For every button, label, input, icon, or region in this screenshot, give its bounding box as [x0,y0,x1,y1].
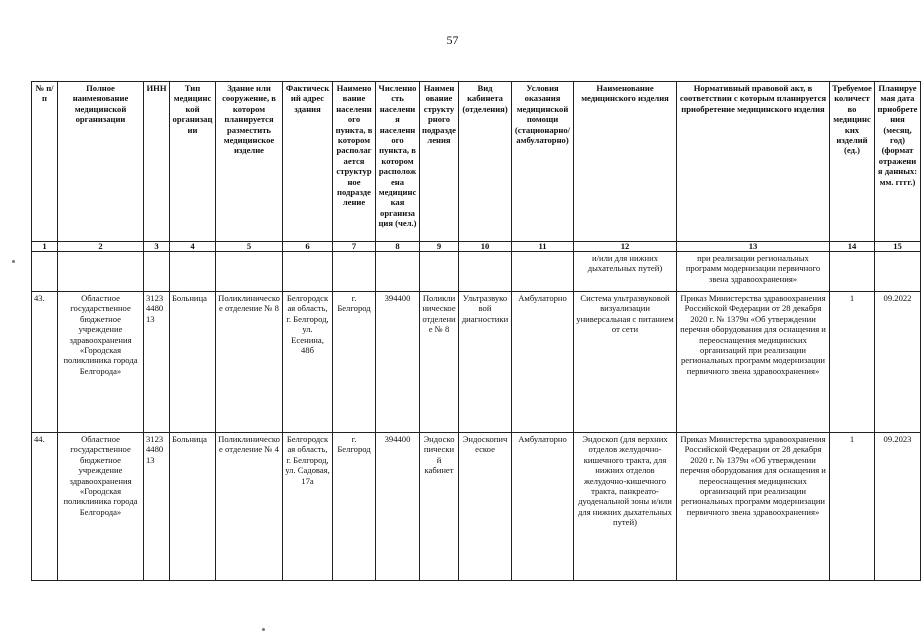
column-number: 11 [512,242,574,252]
header-cell: Тип медицинской организации [170,82,216,242]
header-cell: Наименование структурного подразделения [420,82,459,242]
header-cell: ИНН [144,82,170,242]
building-cell: Поликлиническое отделение № 4 [216,433,283,581]
planned-date-cell: 09.2022 [875,292,921,433]
quantity-cell: 1 [830,433,875,581]
cabinet-cell: Ультразвуковой диагностики [459,292,512,433]
address-cell: Белгородская область, г. Белгород, ул. Есенина, 48б [283,292,333,433]
cabinet-cell: Эндоскопическое [459,433,512,581]
org-type-cell: Больница [170,292,216,433]
scan-speck [12,260,15,263]
column-number: 6 [283,242,333,252]
settlement-cell: г. Белгород [333,433,376,581]
normative-act-cell: при реализации региональных программ модернизации первичного звена здравоохранения» [677,252,830,292]
page-number: 57 [446,33,459,47]
conditions-cell: Амбулаторно [512,292,574,433]
header-cell: Условия оказания медицинской помощи (стационарно/амбулаторно) [512,82,574,242]
address-cell: Белгородская область, г. Белгород, ул. Садовая, 17а [283,433,333,581]
settlement-cell: г. Белгород [333,292,376,433]
header-cell: Полное наименование медицинской организации [58,82,144,242]
quantity-cell: 1 [830,292,875,433]
header-cell: Здание или сооружение, в котором планируется разместить медицинское изделие [216,82,283,242]
table-row [32,292,921,433]
inn-cell: 3123448013 [144,292,170,433]
column-number: 13 [677,242,830,252]
column-number: 5 [216,242,283,252]
header-cell: Требуемое количество медицинских изделий (ед.) [830,82,875,242]
conditions-cell: Амбулаторно [512,433,574,581]
medical-equipment-table [31,81,921,581]
column-number: 14 [830,242,875,252]
row-number-cell: 43. [32,292,58,433]
column-number: 9 [420,242,459,252]
column-number: 2 [58,242,144,252]
device-name-cell: Эндоскоп (для верхних отделов желудочно-кишечного тракта, для нижних отделов желудочно-кишечного тракта, панкреато-дуоденальной зоны и/или для нижних дыхательных путей) [574,433,677,581]
planned-date-cell: 09.2023 [875,433,921,581]
normative-act-cell: Приказ Министерства здравоохранения Российской Федерации от 28 декабря 2020 г. № 1379н «Об утверждении перечня оборудования для оснащения и переоснащения медицинских организаций при реализации региональных программ модернизации первичного звена здравоохранения» [677,292,830,433]
header-row [32,82,921,242]
column-number: 7 [333,242,376,252]
column-number: 15 [875,242,921,252]
header-cell: № п/п [32,82,58,242]
organization-cell: Областное государственное бюджетное учреждение здравоохранения «Городская поликлиника города Белгорода» [58,292,144,433]
scan-speck [262,628,265,631]
header-cell: Планируемая дата приобретения (месяц, год) (формат отражения данных: мм. гггг.) [875,82,921,242]
building-cell: Поликлиническое отделение № 8 [216,292,283,433]
header-cell: Вид кабинета (отделения) [459,82,512,242]
inn-cell: 3123448013 [144,433,170,581]
continuation-row [32,252,921,292]
column-number: 8 [376,242,420,252]
column-number: 4 [170,242,216,252]
table-row [32,433,921,581]
header-cell: Нормативный правовой акт, в соответствии с которым планируется приобретение медицинского изделия [677,82,830,242]
column-number: 3 [144,242,170,252]
column-number: 1 [32,242,58,252]
device-name-cell: Система ультразвуковой визуализации универсальная с питанием от сети [574,292,677,433]
header-cell: Наименование медицинского изделия [574,82,677,242]
unit-cell: Эндоскопический кабинет [420,433,459,581]
normative-act-cell: Приказ Министерства здравоохранения Российской Федерации от 28 декабря 2020 г. № 1379н «Об утверждении перечня оборудования для оснащения и переоснащения медицинских организаций при реализации региональных программ модернизации первичного звена здравоохранения» [677,433,830,581]
unit-cell: Поликлиническое отделение № 8 [420,292,459,433]
organization-cell: Областное государственное бюджетное учреждение здравоохранения «Городская поликлиника города Белгорода» [58,433,144,581]
header-cell: Наименование населенного пункта, в котором располагается структурное подразделение [333,82,376,242]
column-number: 12 [574,242,677,252]
column-number-row [32,242,921,252]
org-type-cell: Больница [170,433,216,581]
device-name-cell: и/или для нижних дыхательных путей) [574,252,677,292]
header-cell: Численность населения населенного пункта, в котором расположена медицинская организация (чел.) [376,82,420,242]
row-number-cell: 44. [32,433,58,581]
population-cell: 394400 [376,433,420,581]
header-cell: Фактический адрес здания [283,82,333,242]
population-cell: 394400 [376,292,420,433]
column-number: 10 [459,242,512,252]
